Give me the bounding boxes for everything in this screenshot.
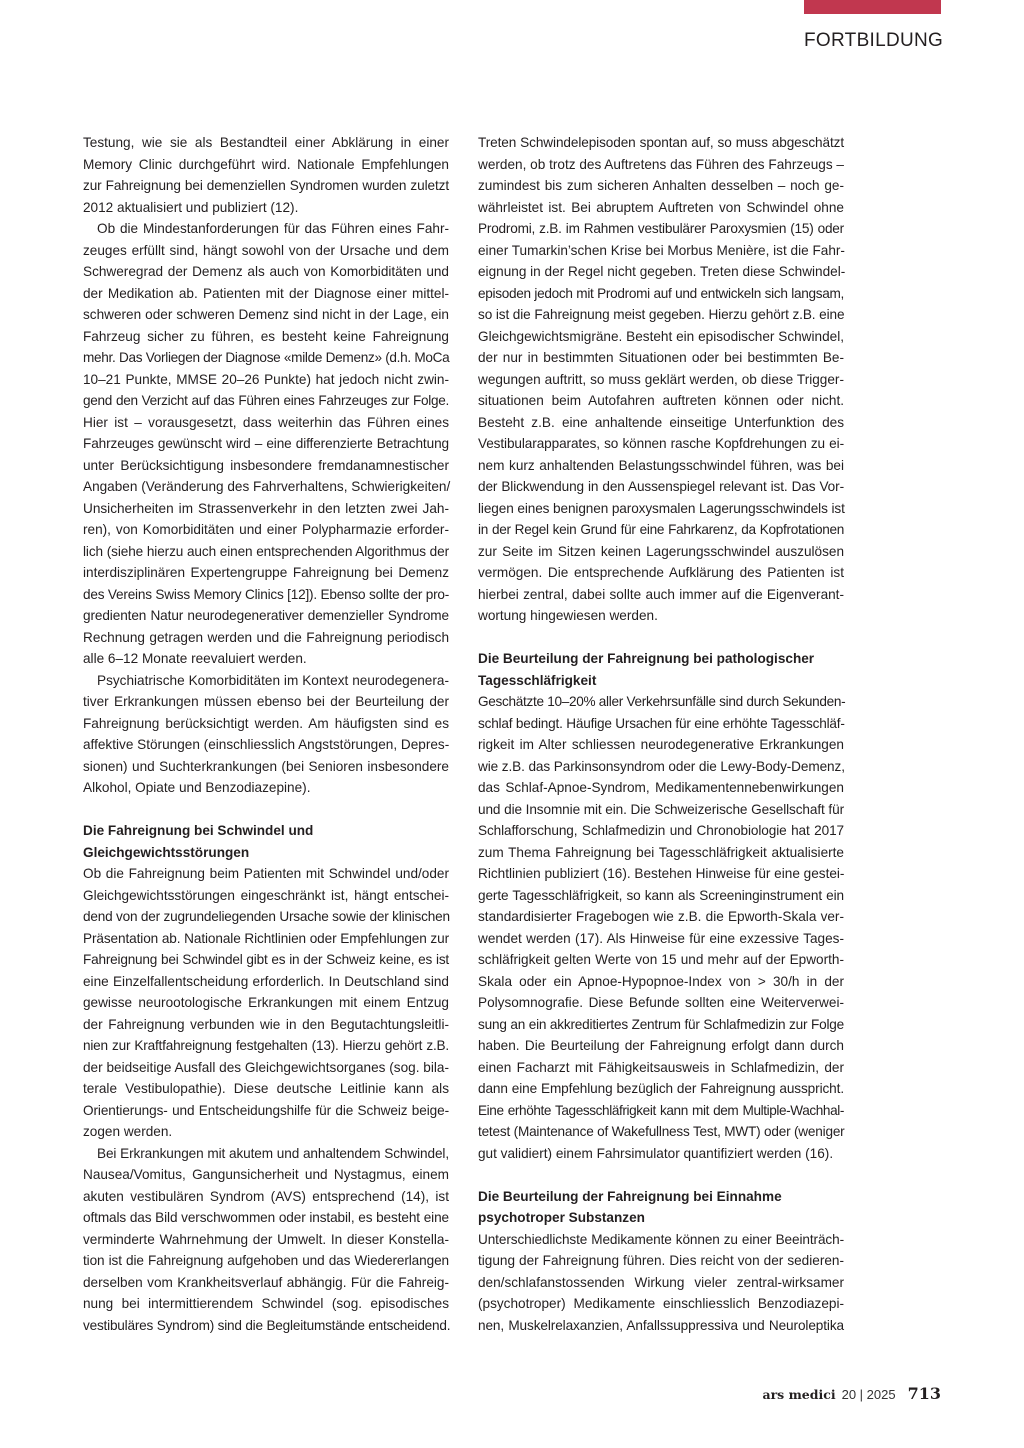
text-line: nem kurz anhaltenden Belastungsschwindel führen, was bei [478,457,844,473]
text-line: Ob die Fahreignung beim Patienten mit Schwindel und/oder [83,866,449,881]
text-line: lich (siehe hierzu auch einen entsprechenden Algorithmus der [83,543,449,559]
text-line: zeuges erfüllt sind, hängt sowohl von der Ursache und dem [83,242,449,258]
text-line: gewisse neurootologische Erkrankungen mit einem Entzug [83,995,449,1010]
text-line: Präsentation ab. Nationale Richtlinien oder Empfehlungen zur [83,930,449,946]
text-line: Rechnung getragen werden und die Fahreignung periodisch [83,629,449,645]
text-line: alle 6–12 Monate reevaluiert werden. [83,651,307,666]
section-accent-bar [804,0,941,14]
text-line: eine Einzelfallentscheidung erforderlich. In Deutschland sind [83,973,449,989]
text-line: so ist die Fahreignung meist gegeben. Hierzu gehört z.B. eine [478,307,845,322]
paragraph [478,1229,844,1337]
text-line: Fahreignung berücksichtigt werden. Am häufigsten sind es [83,715,449,731]
text-line: oftmals das Bild verschwommen oder instabil, es besteht eine [83,1210,449,1225]
text-line: des Vereins Swiss Memory Clinics [12]). Ebenso sollte der pro- [83,586,450,602]
text-line: 2012 aktualisiert und publiziert (12). [83,199,299,215]
text-line: Fahrzeuges gewünscht wird – eine differenzierte Betrachtung [83,436,449,451]
text-line: wortung hingewiesen werden. [478,608,658,623]
issue-number: 20 | 2025 [841,1387,896,1402]
text-line: zumindest bis zum sicheren Anhalten desselben – noch ge- [478,178,844,193]
text-line: und die Insomnie mit ein. Die Schweizerische Gesellschaft für [478,801,844,817]
text-line: einen Facharzt mit Fähigkeitsausweis in Schlafmedizin, der [478,1059,844,1075]
text-line: der Medikation ab. Patienten mit der Diagnose einer mittel- [83,285,449,301]
text-line: nen, Muskelrelaxanzien, Anfallssuppressiva und Neuroleptika [478,1317,844,1333]
text-line: wendet werden (17). Als Hinweise für eine exzessive Tages- [478,930,844,946]
text-line: Skala oder ein Apnoe-Hypopnoe-Index von > 30/h in der [478,973,844,989]
heading-line: psychotroper Substanzen [478,1210,645,1225]
text-line: der Blickwendung in den Aussenspiegel relevant ist. Das Vor- [478,479,844,494]
section-gap [478,627,844,649]
text-line: Polysomnografie. Diese Befunde sollten eine Weiterverwei- [478,995,844,1010]
text-line: sionen) und Suchterkrankungen (bei Senioren insbesondere [83,758,449,774]
text-line: nung bei intermittierendem Schwindel (sog. episodisches [83,1296,449,1311]
text-line: zogen werden. [83,1124,173,1139]
text-line: Testung, wie sie als Bestandteil einer Abklärung in einer [83,135,449,150]
text-line: Richtlinien publiziert (16). Bestehen Hinweise für eine gestei- [478,866,845,881]
text-line: haben. Die Beurteilung der Fahreignung erfolgt dann durch [478,1038,844,1053]
text-line: währleistet ist. Bei abruptem Auftreten von Schwindel ohne [478,199,844,215]
text-line: derselben vom Krankheitsverlauf abhängig. Für die Fahreig- [83,1274,449,1290]
text-line: tigung der Fahreignung führen. Dies reicht von der sedieren- [478,1253,844,1268]
text-line: schläfrigkeit gelten Werte von 15 und mehr auf der Epworth- [478,952,844,967]
text-line: dend von der zugrundeliegenden Ursache sowie der klinischen [83,909,450,924]
text-line: schweren oder schweren Demenz sind nicht in der Lage, ein [83,307,449,322]
text-line: Besteht z.B. eine anhaltende einseitige Unterfunktion des [478,414,844,430]
text-line: nien zur Kraftfahreignung festgehalten (13). Hierzu gehört z.B. [83,1038,449,1053]
text-line: Treten Schwindelepisoden spontan auf, so muss abgeschätzt [478,135,844,150]
text-line: Fahreignung bei Schwindel gibt es in der Schweiz keine, es ist [83,952,449,967]
text-line: Prodromi, z.B. im Rahmen vestibulärer Paroxysmien (15) oder [478,221,844,236]
paragraph [83,670,449,799]
text-line: wegungen auftritt, so muss geklärt werden, ob diese Trigger- [478,371,844,387]
text-line: Memory Clinic durchgeführt wird. Nationale Empfehlungen [83,156,449,172]
paragraph [478,132,844,627]
right-column [478,132,844,1336]
text-line: (psychotroper) Medikamente einschliesslich Benzodiazepi- [478,1296,844,1311]
text-line: Gleichgewichtsstörungen eingeschränkt ist, hängt entschei- [83,887,449,903]
text-line: gerte Tagesschläfrigkeit, so kann als Screeninginstrument ein [478,887,844,903]
section-gap [83,799,449,821]
text-line: tion ist die Fahreignung aufgehoben und das Wiedererlangen [83,1253,449,1268]
text-line: Bei Erkrankungen mit akutem und anhaltendem Schwindel, [97,1145,449,1161]
text-line: einer Tumarkin’schen Krise bei Morbus Menière, ist die Fahr- [478,242,845,258]
paragraph [83,132,449,218]
left-column [83,132,449,1336]
text-line: Schweregrad der Demenz als auch von Komorbiditäten und [83,264,449,279]
text-line: zum Thema Fahreignung bei Tagesschläfrigkeit aktualisierte [478,844,844,860]
text-line: schlaf bedingt. Häufige Ursachen für eine erhöhte Tagesschläf- [478,715,845,731]
page-footer [763,1384,942,1403]
text-line: Nausea/Vomitus, Gangunsicherheit und Nystagmus, einem [83,1167,449,1182]
heading-line: Die Beurteilung der Fahreignung bei pathologischer [478,651,815,666]
text-line: episoden jedoch mit Prodromi auf und entwickeln sich langsam, [478,285,844,301]
text-line: liegen eines benignen paroxysmalen Lagerungsschwindels ist [478,500,845,516]
text-line: interdisziplinären Expertengruppe Fahreignung bei Demenz [83,565,449,580]
text-line: 10–21 Punkte, MMSE 20–26 Punkte) hat jedoch nicht zwin- [83,371,449,387]
text-line: zur Seite im Sitzen keinen Lagerungsschwindel auszulösen [478,543,844,559]
section-label: FORTBILDUNG [804,30,944,51]
text-line: der nur in bestimmten Situationen oder bei bestimmten Be- [478,350,844,365]
text-line: mehr. Das Vorliegen der Diagnose «milde Demenz» (d.h. MoCa [83,350,450,365]
text-line: gut validiert) einem Fahrsimulator quantifiziert werden (16). [478,1145,834,1161]
text-line: verminderte Wahrnehmung der Umwelt. In dieser Konstella- [83,1231,449,1247]
text-line: Psychiatrische Komorbiditäten im Kontext neurodegenera- [97,672,449,688]
text-line: der beidseitige Ausfall des Gleichgewichtsorganes (sog. bila- [83,1059,449,1075]
text-line: in der Regel kein Grund für eine Fahrkarenz, da Kopfrotationen [478,522,844,537]
text-line: Alkohol, Opiate und Benzodiazepine). [83,780,311,795]
text-line: Fahrzeug sicher zu führen, es besteht keine Fahreignung [83,328,449,344]
text-line: tiver Erkrankungen müssen ebenso bei der Beurteilung der [83,694,449,709]
text-line: sung an ein akkreditiertes Zentrum für Schlafmedizin zur Folge [478,1016,844,1032]
text-line: zur Fahreignung bei demenziellen Syndromen wurden zuletzt [83,178,449,193]
text-line: gredienten Natur neurodegenerativer demenzieller Syndrome [83,608,449,623]
text-line: Vestibularapparates, so können rasche Kopfdrehungen zu ei- [478,436,844,451]
heading-line: Tagesschläfrigkeit [478,672,597,688]
text-line: Gleichgewichtsmigräne. Besteht ein episodischer Schwindel, [478,328,844,344]
text-line: Eine erhöhte Tagesschläfrigkeit kann mit dem Multiple-Wachhal- [478,1102,844,1118]
text-line: der Fahreignung verbunden wie in den Begutachtungsleitli- [83,1016,449,1032]
text-line: werden, ob trotz des Auftretens das Führen des Fahrzeugs – [478,156,844,172]
text-line: unter Berücksichtigung insbesondere fremdanamnestischer [83,457,449,473]
text-line: eignung in der Regel nicht gegeben. Treten diese Schwindel- [478,264,846,279]
heading-line: Die Fahreignung bei Schwindel und [83,823,314,838]
text-line: Schlafforschung, Schlafmedizin und Chronobiologie hat 2017 [478,823,844,838]
text-line: gend den Verzicht auf das Führen eines Fahrzeuges zur Folge. [83,393,449,408]
heading-line: Die Beurteilung der Fahreignung bei Einnahme [478,1188,782,1204]
text-line: vermögen. Die entsprechende Aufklärung des Patienten ist [478,565,844,580]
page-number: 713 [907,1384,941,1403]
text-line: dann eine Empfehlung bezüglich der Fahreignung ausspricht. [478,1081,844,1096]
text-line: situationen beim Autofahren auftreten können oder nicht. [478,393,844,408]
text-line: das Schlaf-Apnoe-Syndrom, Medikamentennebenwirkungen [478,780,844,795]
text-line: wie z.B. das Parkinsonsyndrom oder die Lewy-Body-Demenz, [478,758,845,774]
text-line: hierbei zentral, dabei sollte auch immer auf die Eigenverant- [478,586,844,602]
journal-name: ars medici [762,1387,836,1402]
text-line: standardisierter Fragebogen wie z.B. die Epworth-Skala ver- [478,909,844,924]
paragraph [478,691,844,1164]
section-heading [478,1186,844,1229]
text-line: Unterschiedlichste Medikamente können zu einer Beeinträch- [478,1231,844,1247]
text-line: den/schlafanstossenden Wirkung vieler zentral-wirksamer [478,1274,844,1290]
text-line: ren), von Komorbiditäten und einer Polypharmazie erforder- [83,522,449,537]
text-line: Hier ist – vorausgesetzt, dass weiterhin das Führen eines [83,414,449,430]
text-line: tetest (Maintenance of Wakefullness Test, MWT) oder (weniger [478,1124,845,1139]
paragraph [83,218,449,670]
section-heading [478,648,844,691]
text-line: affektive Störungen (einschliesslich Angststörungen, Depres- [83,737,450,752]
heading-line: Gleichgewichtsstörungen [83,844,250,860]
section-heading [83,820,449,863]
text-line: Geschätzte 10–20% aller Verkehrsunfälle sind durch Sekunden- [478,694,846,709]
text-line: vestibuläres Syndrom) sind die Begleitumstände entscheidend. [83,1317,451,1333]
section-gap [478,1164,844,1186]
text-line: rigkeit im Alter schliessen neurodegenerative Erkrankungen [478,737,844,752]
text-line: Angaben (Veränderung des Fahrverhaltens, Schwierigkeiten/ [83,479,451,494]
paragraph [83,1143,449,1337]
paragraph [83,863,449,1143]
text-line: Ob die Mindestanforderungen für das Führen eines Fahr- [97,221,449,236]
text-line: Unsicherheiten im Strassenverkehr in den letzten zwei Jah- [83,500,449,516]
text-line: akuten vestibulären Syndrom (AVS) entsprechend (14), ist [83,1188,449,1204]
text-line: terale Vestibulopathie). Diese deutsche Leitlinie kann als [83,1081,449,1096]
text-line: Orientierungs- und Entscheidungshilfe für die Schweiz beige- [83,1102,449,1118]
